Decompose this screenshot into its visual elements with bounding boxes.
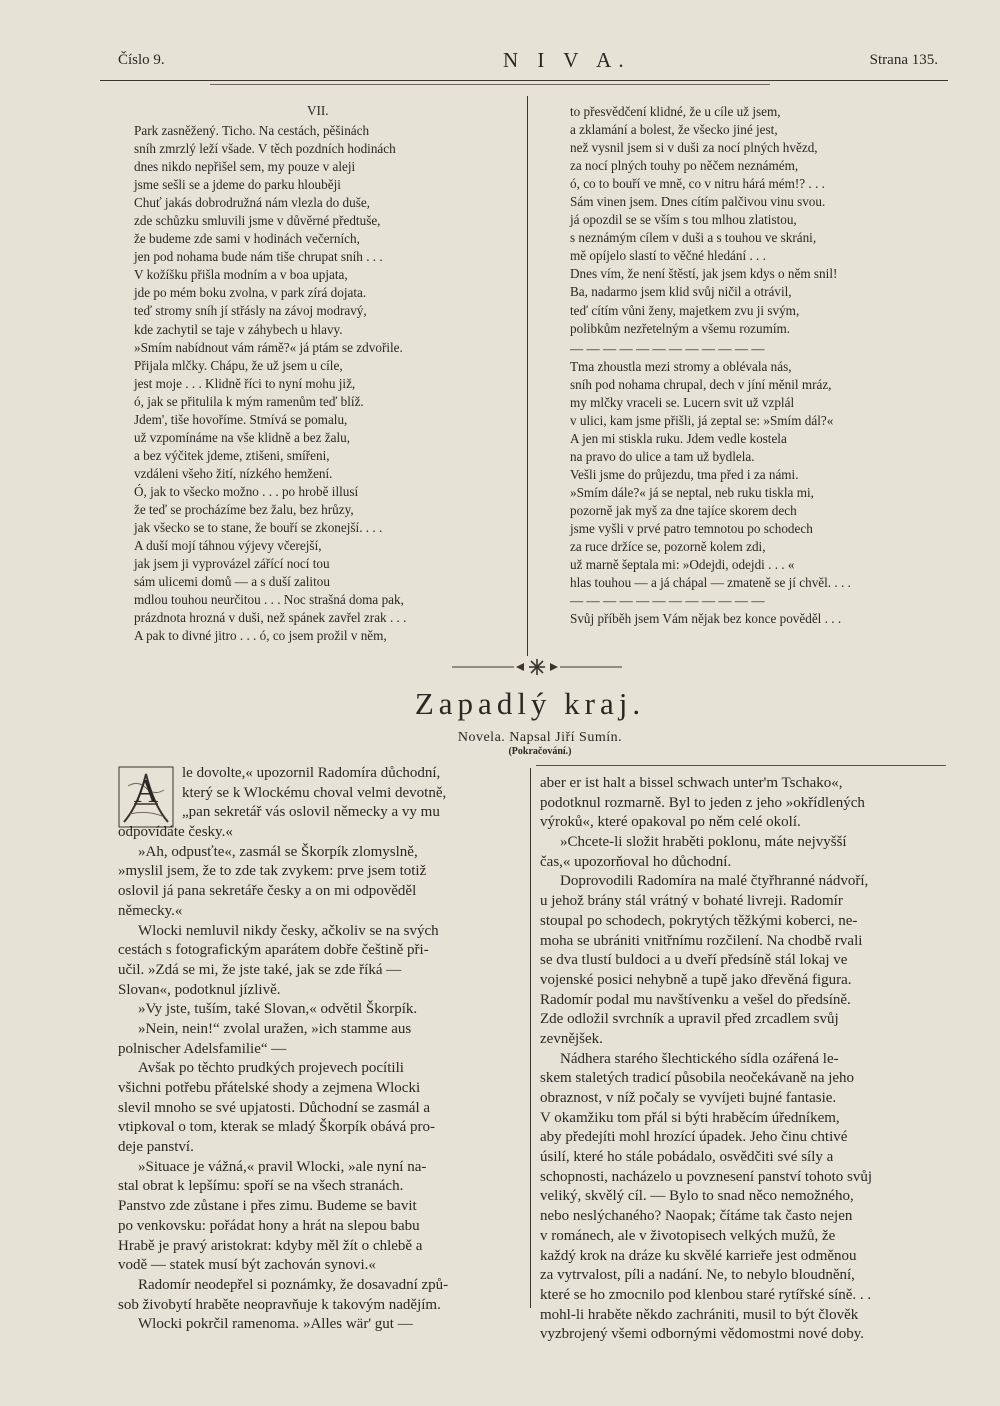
prose-line: »Ah, odpusťte«, zasmál se Škorpík zlomyslně, — [138, 843, 418, 860]
prose-line: Zde odložil svrchník a upravil před zrcadlem svůj — [540, 1011, 839, 1028]
prose-line: stoupal po schodech, pokrytých těžkými koberci, ne- — [540, 912, 858, 929]
poem-line: sám ulicemi domů — a s duší zalitou — [134, 574, 330, 590]
prose-line: za vytrvalost, píli a nadání. Ne, to nebylo bloudnění, — [540, 1267, 855, 1284]
prose-line: aby předejíti mohl hrozící úpadek. Jeho činu chtivé — [540, 1129, 848, 1146]
prose-line: slevil mnoho se své upjatosti. Důchodní se zasmál a — [118, 1099, 431, 1116]
prose-line: schopnosti, nacházelo u povznesení panství tohoto svůj — [540, 1168, 873, 1185]
prose-line: oslovil já pana sekretáře česky a on mi odpověděl — [118, 883, 417, 900]
poem-line: teď stromy sníh jí střásly na závoj modravý, — [134, 303, 367, 319]
prose-line: vtipkoval o tom, kterak se mladý Škorpík obává pro- — [118, 1119, 436, 1136]
header-rule — [100, 80, 948, 81]
poem-line: dnes nikdo nepřišel sem, my pouze v aleji — [134, 159, 356, 175]
prose-line: vojenské posici nehybně a tupě jako dřevěná figura. — [540, 971, 852, 988]
poem-line: ó, co to bouří ve mně, co v nitru hárá mém!? . . . — [570, 176, 825, 192]
prose-line: »Nein, nein!“ zvolal uražen, »ich stamme aus — [138, 1020, 412, 1037]
poem-line: jsme vyšli v prvé patro temnotou po schodech — [570, 521, 813, 537]
poem-line: že budeme zde sami v hodinách večerních, — [134, 231, 360, 247]
prose-line: podotknul rozmarně. Byl to jeden z jeho »okřídlených — [540, 794, 865, 811]
poem-line: než vysnil jsem si v duši za nocí plných hvězd, — [570, 140, 818, 156]
svg-text:A: A — [133, 773, 159, 810]
page-number: Strana 135. — [869, 52, 938, 68]
poem-line: už vzpomínáme na vše klidně a bez žalu, — [134, 429, 351, 445]
poem-line: s neznámým cílem v duši a s touhou ve skráni, — [570, 230, 817, 246]
prose-line: „pan sekretář vás oslovil německy a vy mu — [182, 804, 440, 821]
poem-right-column — [570, 103, 942, 628]
poem-line: ó, jak se přitulila k mým ramenům teď blíž. — [134, 393, 364, 409]
prose-line: odpovídáte česky.« — [118, 824, 233, 841]
poem-line: polibkům nezřetelným a všemu rozumím. — [570, 320, 791, 336]
poem-line: na pravo do ulice a tam už bydlela. — [570, 448, 755, 464]
poem-line: Park zasněžený. Ticho. Na cestách, pěšinách — [134, 123, 370, 138]
prose-line: V okamžiku tom přál si býti hraběcím úředníkem, — [540, 1109, 840, 1126]
poem-line: já opozdil se se vším s tou mlhou zlatistou, — [570, 212, 797, 228]
prose-line: skem staletých tradicí působila neočekávaně na jeho — [540, 1070, 855, 1087]
prose-line: »Situace je vážná,« pravil Wlocki, »ale nyní na- — [138, 1158, 427, 1175]
issue-number: Číslo 9. — [118, 52, 165, 68]
poem-line: jest moje . . . Klidně říci to nyní mohu již, — [134, 375, 356, 391]
poem-line: »Smím nabídnout vám rámě?« já ptám se zdvořile. — [134, 339, 403, 355]
poem-line: sníh pod nohama chrupal, dech v jíní měnil mráz, — [570, 376, 832, 392]
poem-line: to přesvědčení klidné, že u cíle už jsem, — [570, 104, 781, 119]
ornament-divider — [452, 657, 622, 677]
prose-line: každý krok na dráze ku skvělé karrieře jest odměnou — [540, 1247, 857, 1264]
novel-right-column — [540, 774, 946, 1345]
prose-line: v románech, ale v životopisech velkých mužů, že — [540, 1227, 836, 1244]
right-column-rule — [536, 765, 946, 766]
prose-line: po venkovsku: pořádat hony a hrát na slepou babu — [118, 1217, 420, 1234]
prose-line: zevnějšek. — [540, 1030, 603, 1047]
poem-line: že teď se procházíme bez žalu, bez hrůzy, — [134, 501, 354, 517]
dash-separator: — — — — — — — — — — — — — [570, 593, 765, 609]
prose-line: le dovolte,« upozornil Radomíra důchodní, — [182, 765, 441, 781]
prose-line: výroků«, které opakoval po něm celé okolí. — [540, 814, 801, 831]
prose-line: deje panství. — [118, 1139, 194, 1156]
poem-line: Tma zhoustla mezi stromy a oblévala nás, — [570, 358, 792, 374]
prose-line: aber er ist halt a bissel schwach unter'm Tschako«, — [540, 775, 843, 791]
poem-line: za nocí plných touhy po něčem neznámém, — [570, 158, 799, 174]
poem-line: sníh zmrzlý leží všade. V těch pozdních hodinách — [134, 141, 396, 157]
poem-line: a zklamání a bolest, že všecko jiné jest, — [570, 122, 778, 138]
prose-line: Nádhera starého šlechtického sídla ozářená le- — [560, 1050, 839, 1067]
poem-line: hlas touhou — a já chápal — zmateně se jí chvěl. . . . — [570, 575, 851, 591]
poem-line: za ruce držíce se, pozorně kolem zdi, — [570, 539, 766, 555]
column-divider-lower — [530, 768, 531, 1308]
poem-line: jak všecko se to stane, že bouří se zkonejší. . . . — [134, 520, 383, 536]
novel-left-column — [118, 764, 522, 1335]
poem-line: my mlčky vraceli se. Lucern svit už vzplál — [570, 394, 795, 410]
poem-closing-line: Svůj příběh jsem Vám nějak bez konce pověděl . . . — [570, 611, 842, 627]
poem-line: Jdem', tiše hovoříme. Stmívá se pomalu, — [134, 411, 348, 427]
poem-line: jde po mém boku zvolna, v park zírá dojata. — [134, 285, 367, 301]
magazine-title: N I V A. — [503, 48, 631, 72]
prose-line: německy.« — [118, 902, 183, 919]
poem-line: A pak to divné jitro . . . ó, co jsem prožil v něm, — [134, 628, 387, 644]
prose-line: Doprovodili Radomíra na malé čtyřhranné nádvoří, — [560, 873, 869, 890]
prose-line: všichni potřebu přátelské shody a zejmena Wlocki — [118, 1080, 421, 1096]
prose-line: vyzbrojený všemi odbornými vědomostmi nové doby. — [540, 1326, 864, 1343]
prose-line: čas,« upozorňoval ho důchodní. — [540, 853, 732, 870]
prose-line: mohl-li hraběte někdo zachrániti, musil to být člověk — [540, 1306, 859, 1323]
prose-line: stal obrat k lepšímu: spoří se na všech stranách. — [118, 1178, 404, 1195]
prose-line: Radomír podal mu navštívenku a vešel do předsíně. — [540, 991, 851, 1008]
prose-line: moha se ubrániti vnitřnímu rozčilení. Na chodbě rvali — [540, 932, 863, 949]
poem-line: a bez výčitek jdeme, ztišeni, smířeni, — [134, 447, 330, 463]
poem-line: teď cítím vůni ženy, majetkem zvu ji svým, — [570, 302, 800, 318]
poem-line: V kožíšku přišla modním a v boa upjata, — [134, 267, 348, 283]
poem-line: zde schůzku smluvili jsme v důvěrné předtuše, — [134, 213, 381, 229]
prose-line: Hrabě je pravý aristokrat: kdyby měl žít o chlebě a — [118, 1237, 423, 1254]
prose-line: který se k Wlockému choval velmi devotně, — [182, 784, 447, 801]
prose-line: Wlocki nemluvil nikdy česky, ačkoliv se na svých — [138, 922, 439, 939]
poem-line: v ulici, kam jsme přišli, já zeptal se: »Smím dál?« — [570, 412, 834, 428]
poem-line: A duší mojí táhnou výjevy včerejší, — [134, 538, 322, 554]
prose-line: učil. »Zdá se mi, že jste také, jak se zde říká — — [118, 961, 402, 978]
poem-line: Vešli jsme do průjezdu, tma před i za námi. — [570, 466, 799, 482]
poem-line: Dnes vím, že není štěstí, jak jsem kdys o něm snil! — [570, 266, 838, 282]
poem-left-column — [134, 122, 509, 645]
header-rule-thin — [210, 84, 770, 85]
poem-line: kde zachytil se taje v záhybech u hlavy. — [134, 321, 343, 337]
poem-line: už marně šeptala mi: »Odejdi, odejdi . . . « — [570, 557, 795, 573]
prose-line: »Chcete-li složit hraběti poklonu, máte nejvyšší — [560, 834, 847, 851]
poem-line: mě opíjelo slastí to věčné hledání . . . — [570, 248, 766, 264]
prose-line: u jehož brány stál vrátný v bohaté livreji. Radomír — [540, 893, 843, 910]
dash-separator: — — — — — — — — — — — — — [570, 340, 765, 356]
poem-line: Sám vinen jsem. Dnes cítím palčivou vinu svou. — [570, 194, 826, 210]
novel-subtitle: Novela. Napsal Jiří Sumín. — [457, 730, 623, 745]
prose-line: úsilí, které ho stále pobádalo, osvědčiti své síly a — [540, 1149, 834, 1166]
prose-line: cestách s fotografickým aparátem dobře češtině při- — [118, 942, 429, 959]
poem-line: »Smím dále?« já se neptal, neb ruku tiskla mi, — [570, 484, 814, 500]
prose-line: které se ho zmocnilo pod klenbou staré rytířské síně. . . — [540, 1286, 872, 1303]
prose-line: obraznost, v níž počaly se vyvíjeti bujné fantasie. — [540, 1090, 837, 1106]
prose-line: Radomír neodepřel si poznámky, že dosavadní způ- — [138, 1276, 449, 1293]
prose-line: se dva tlustí buldoci a u dveří předsíně stál lokaj ve — [540, 952, 848, 969]
prose-line: »Vy jste, tuším, také Slovan,« odvětil Škorpík. — [138, 1001, 418, 1018]
poem-line: prázdnota hrozná v duši, než spánek zavřel zrak . . . — [134, 610, 407, 626]
poem-line: Ó, jak to všecko možno . . . po hrobě illusí — [134, 483, 359, 499]
poem-section-number: VII. — [307, 103, 329, 118]
continuation-note: (Pokračování.) — [508, 746, 572, 757]
prose-line: nebo neslýchaného? Naopak; čítáme tak často nejen — [540, 1208, 853, 1225]
prose-line: Avšak po těchto prudkých projevech pocítili — [138, 1060, 404, 1077]
poem-line: Ba, nadarmo jsem klid svůj ničil a otrávil, — [570, 284, 792, 300]
poem-line: Přijala mlčky. Chápu, že už jsem u cíle, — [134, 357, 343, 373]
poem-line: jen pod nohama bude nám tiše chrupat sníh . . . — [134, 249, 383, 265]
page-header — [118, 48, 938, 80]
prose-line: Wlocki pokrčil ramenoma. »Alles wär' gut — — [138, 1316, 413, 1333]
poem-line: Chuť jakás dobrodružná nám vlezla do duše, — [134, 195, 370, 211]
prose-line: vodě — statek musí být zachován synovi.« — [118, 1257, 376, 1274]
poem-line: vzdáleni všeho žití, nízkého hemžení. — [134, 465, 333, 481]
prose-line: »myslil jsem, že to zde tak zvykem: prve jsem totiž — [118, 863, 427, 880]
poem-line: A jen mi stiskla ruku. Jdem vedle kostela — [570, 430, 787, 446]
poem-line: jak jsem ji vyprovázel zářící nocí tou — [134, 556, 330, 572]
novel-title: Zapadlý kraj. — [414, 686, 646, 721]
prose-line: Panstvo zde zůstane i přes zimu. Budeme se bavit — [118, 1198, 417, 1215]
poem-line: jsme sešli se a jdeme do parku hlouběji — [134, 177, 341, 193]
poem-line: pozorně jak myš za dne tajíce skorem dech — [570, 503, 797, 519]
poem-line: mdlou touhou neurčitou . . . Noc strašná doma pak, — [134, 592, 404, 608]
prose-line: veliký, skvělý cíl. — Bylo to snad něco nemožného, — [540, 1188, 854, 1205]
prose-line: polnischer Adelsfamilie“ — — [118, 1040, 287, 1057]
prose-line: sob živobytí hraběte neopravňuje k takovým nadějím. — [118, 1296, 441, 1313]
prose-line: Slovan«, podotknul jízlivě. — [118, 981, 281, 998]
column-divider — [527, 96, 528, 656]
